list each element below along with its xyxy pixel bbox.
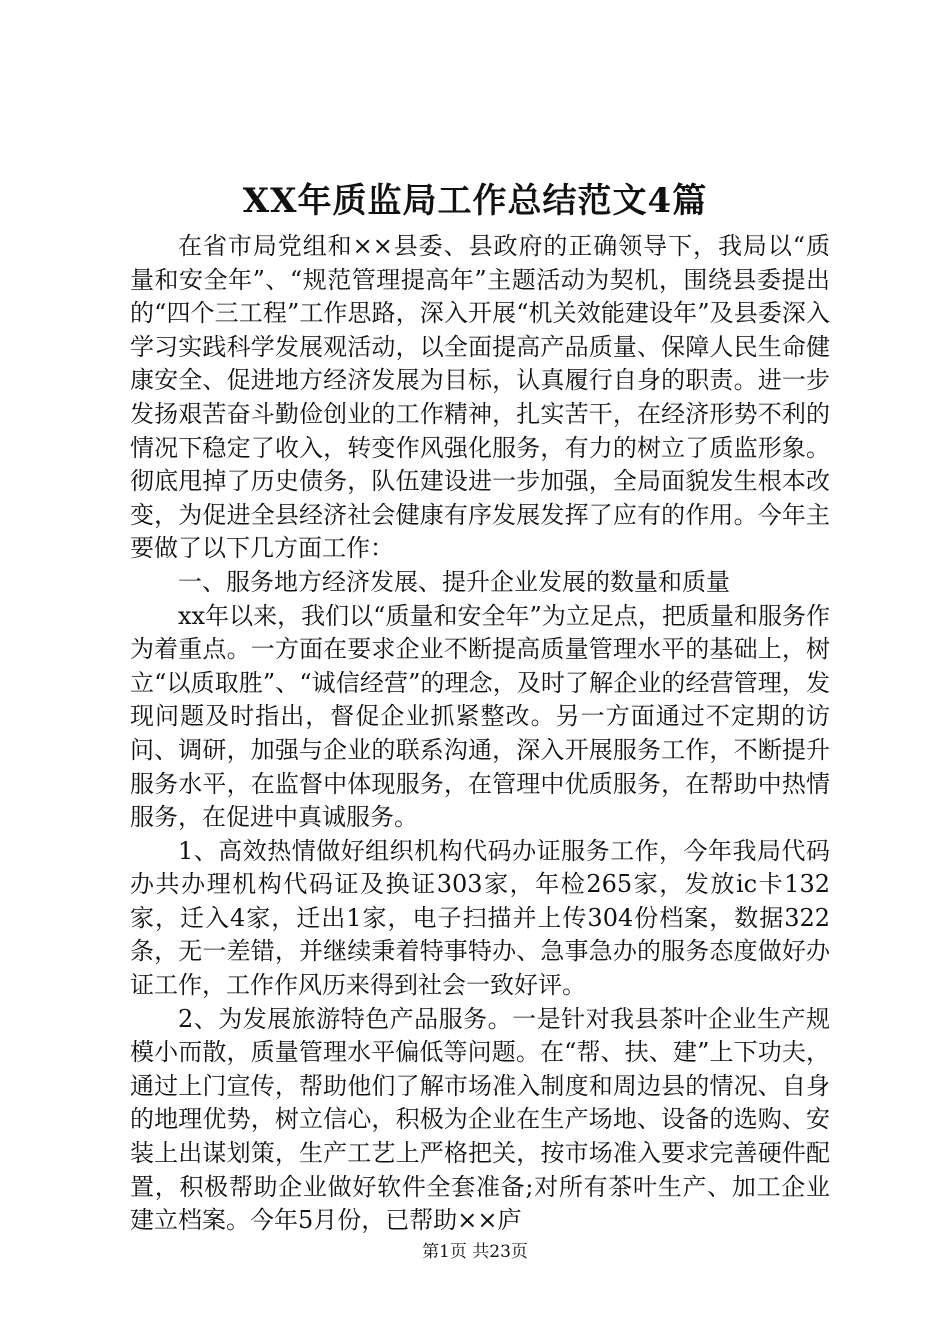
paragraph-section-1: xx年以来，我们以“质量和安全年”为立足点，把质量和服务作为着重点。一方面在要求企业不断提高质量管理水平的基础上，树立“以质取胜”、“诚信经营”的理念，及时了解企业的经营管理，发现问题及时指出，督促企业抓紧整改。另一方面通过不定期的访问、调研，加强与企业的联系沟通，深入开展服务工作，不断提升服务水平，在监督中体现服务，在管理中优质服务，在帮助中热情服务，在促进中真诚服务。 [130,601,830,832]
paragraph-intro: 在省市局党组和××县委、县政府的正确领导下，我局以“质量和安全年”、“规范管理提高年”主题活动为契机，围绕县委提出的“四个三工程”工作思路，深入开展“机关效能建设年”及县委深入学习实践科学发展观活动，以全面提高产品质量、保障人民生命健康安全、促进地方经济发展为目标，认真履行自身的职责。进一步发扬艰苦奋斗勤俭创业的工作精神，扎实苦干，在经济形势不利的情况下稳定了收入，转变作风强化服务，有力的树立了质监形象。彻底甩掉了历史债务，队伍建设进一步加强，全局面貌发生根本改变，为促进全县经济社会健康有序发展发挥了应有的作用。今年主要做了以下几方面工作： [130,232,830,563]
paragraph-item-1: 1、高效热情做好组织机构代码办证服务工作，今年我局代码办共办理机构代码证及换证303家，年检265家，发放ic卡132家，迁入4家，迁出1家，电子扫描并上传304份档案，数据322条，无一差错，并继续秉着特事特办、急事急办的服务态度做好办证工作，工作作风历来得到社会一致好评。 [130,836,830,1000]
page-footer: 第1页 共23页 [422,1242,528,1262]
document-title: XX年质监局工作总结范文4篇 [242,181,708,221]
paragraph-item-2: 2、为发展旅游特色产品服务。一是针对我县茶叶企业生产规模小而散，质量管理水平偏低等问题。在“帮、扶、建”上下功夫，通过上门宣传，帮助他们了解市场准入制度和周边县的情况、自身的地理优势，树立信心，积极为企业在生产场地、设备的选购、安装上出谋划策，生产工艺上严格把关，按市场准入要求完善硬件配置，积极帮助企业做好软件全套准备;对所有茶叶生产、加工企业建立档案。今年5月份，已帮助××庐 [130,1004,830,1235]
document-body [130,230,830,1238]
section-heading-1: 一、服务地方经济发展、提升企业发展的数量和质量 [178,567,730,596]
